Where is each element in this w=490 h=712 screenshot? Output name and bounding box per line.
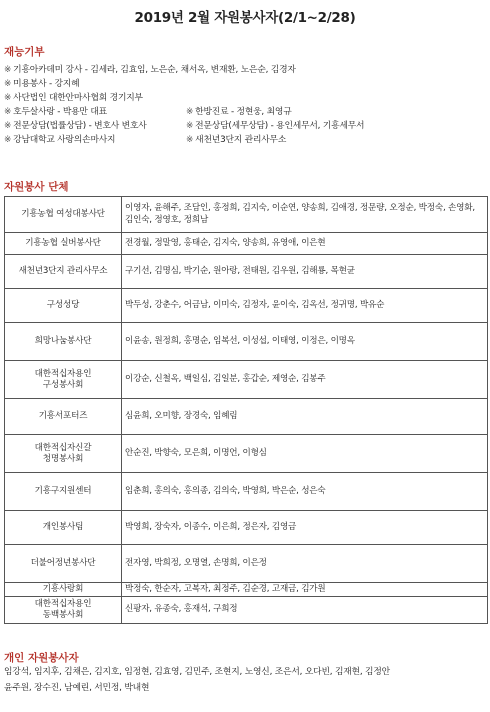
note-marker: ※ xyxy=(186,107,194,118)
group-members-cell: 신팡자, 유종숙, 홍재석, 구희정 xyxy=(122,597,488,624)
talent-row xyxy=(4,77,488,91)
talent-row xyxy=(4,91,488,105)
group-name-cell: 대한적십자용인 구성봉사회 xyxy=(5,361,122,399)
group-members-cell: 안순진, 박향숙, 모은희, 이명언, 이형심 xyxy=(122,435,488,473)
talent-row xyxy=(4,119,488,133)
group-name-cell: 대한적십자용인 동백봉사회 xyxy=(5,597,122,624)
group-members-cell: 박영희, 장숙자, 이종수, 이은희, 정은자, 김영금 xyxy=(122,511,488,545)
group-name-cell: 기흥농협 실버봉사단 xyxy=(5,233,122,255)
note-marker: ※ xyxy=(4,79,12,90)
group-members-cell: 구기선, 김명심, 박기순, 원아랑, 전태원, 김우원, 김해룡, 목현균 xyxy=(122,255,488,289)
table-row xyxy=(5,233,488,255)
talent-row xyxy=(4,105,488,119)
group-name-cell: 기흥서포터즈 xyxy=(5,399,122,435)
group-name-cell: 기흥농협 여성대봉사단 xyxy=(5,197,122,233)
table-row xyxy=(5,435,488,473)
talent-text: 미용봉사 - 강지혜 xyxy=(13,79,80,90)
talent-text: 사단법인 대한안마사협회 경기지부 xyxy=(13,93,143,104)
note-marker: ※ xyxy=(4,121,12,132)
talent-text: 전문상담(세무상담) - 용인세무서, 기흥세무서 xyxy=(195,121,365,132)
group-name-cell: 희망나눔봉사단 xyxy=(5,323,122,361)
talent-item xyxy=(4,105,186,119)
talent-heading: 재능기부 xyxy=(4,46,45,58)
talent-item xyxy=(186,133,286,147)
group-members-cell: 박정숙, 한순자, 고복자, 최정주, 김순경, 고재금, 김가원 xyxy=(122,583,488,597)
group-members-cell: 박두성, 강춘수, 어금남, 이미숙, 김정자, 윤이숙, 김옥선, 정귀명, 박유순 xyxy=(122,289,488,323)
table-row xyxy=(5,255,488,289)
group-name-cell: 새천년3단지 관리사무소 xyxy=(5,255,122,289)
talent-item xyxy=(4,133,186,147)
individuals-line: 임강석, 임지후, 김채은, 김지호, 임정현, 김효영, 김민주, 조현지, 노영신, 조은서, 오다빈, 김재현, 김정안 xyxy=(4,667,390,677)
talent-list xyxy=(4,63,488,148)
group-members-cell: 전자영, 박희정, 오명열, 손명희, 이은정 xyxy=(122,545,488,583)
talent-item xyxy=(186,119,364,133)
group-name-cell: 구성성당 xyxy=(5,289,122,323)
talent-row xyxy=(4,63,488,77)
table-row xyxy=(5,399,488,435)
table-row xyxy=(5,197,488,233)
group-members-cell: 이강순, 신철옥, 백일심, 김일분, 홍갑순, 제영순, 김봉주 xyxy=(122,361,488,399)
talent-item xyxy=(186,105,292,119)
individuals-heading: 개인 자원봉사자 xyxy=(4,652,79,664)
talent-text: 강남대학교 사랑의손마사지 xyxy=(13,135,116,146)
note-marker: ※ xyxy=(4,135,12,146)
volunteer-groups-table xyxy=(4,196,488,624)
note-marker: ※ xyxy=(186,135,194,146)
group-name-cell: 더불어정년봉사단 xyxy=(5,545,122,583)
group-name-cell: 기흥구지원센터 xyxy=(5,473,122,511)
table-row xyxy=(5,323,488,361)
talent-item xyxy=(4,119,186,133)
table-row xyxy=(5,511,488,545)
table-row xyxy=(5,361,488,399)
table-row xyxy=(5,289,488,323)
talent-text: 기흥아카데미 강사 - 김세라, 김효임, 노은순, 채서옥, 변재환, 노은순, 김경자 xyxy=(13,65,296,75)
table-row xyxy=(5,597,488,624)
note-marker: ※ xyxy=(4,93,12,104)
note-marker: ※ xyxy=(186,121,194,132)
group-name-cell: 대한적십자신갈 청명봉사회 xyxy=(5,435,122,473)
group-name-cell: 개인봉사팀 xyxy=(5,511,122,545)
group-members-cell: 이윤송, 원정희, 홍명순, 임복선, 이성섭, 이태영, 이정은, 이명옥 xyxy=(122,323,488,361)
group-members-cell: 전경월, 정말영, 홍태순, 김지숙, 양송희, 유영애, 이은현 xyxy=(122,233,488,255)
groups-heading: 자원봉사 단체 xyxy=(4,181,69,193)
note-marker: ※ xyxy=(4,107,12,118)
note-marker: ※ xyxy=(4,65,12,75)
group-name-cell: 기흥사랑회 xyxy=(5,583,122,597)
talent-item xyxy=(4,91,143,105)
individuals-list xyxy=(4,664,488,696)
table-row xyxy=(5,545,488,583)
talent-text: 전문상담(법률상담) - 변호사 변호사 xyxy=(13,121,147,132)
talent-row xyxy=(4,133,488,147)
group-members-cell: 이영자, 윤해주, 조담인, 홍정희, 김지숙, 이순연, 양송희, 김애경, 정문량, 오정순, 박정숙, 손영화, 김인숙, 정영호, 정희남 xyxy=(122,197,488,233)
group-members-cell: 심윤희, 오미향, 장경숙, 임혜림 xyxy=(122,399,488,435)
individuals-line: 윤주원, 장수진, 남예린, 서민정, 박내현 xyxy=(4,683,150,693)
group-members-cell: 임춘희, 홍의숙, 홍의종, 김의숙, 박영희, 박은순, 성은숙 xyxy=(122,473,488,511)
table-row xyxy=(5,583,488,597)
talent-item xyxy=(4,63,296,77)
talent-text: 새천년3단지 관리사무소 xyxy=(195,135,287,146)
talent-text: 한방진료 - 정현웅, 최영규 xyxy=(195,107,292,118)
page-title: 2019년 2월 자원봉사자(2/1~2/28) xyxy=(134,10,356,26)
table-row xyxy=(5,473,488,511)
talent-text: 호두살사랑 - 박용만 대표 xyxy=(13,107,107,118)
talent-item xyxy=(4,77,79,91)
